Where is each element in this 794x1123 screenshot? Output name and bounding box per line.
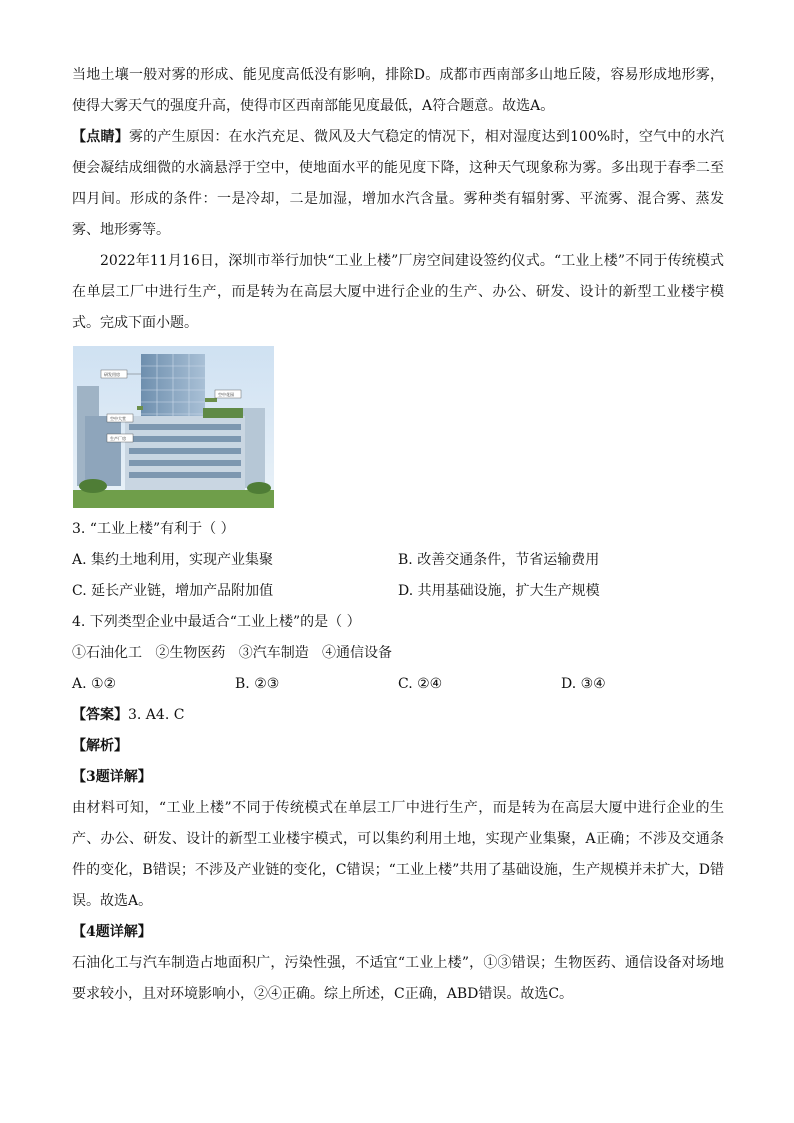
q3-stem: 3. “工业上楼”有利于（ ） bbox=[72, 521, 235, 537]
label-sky-garden: 空中花园 bbox=[218, 392, 234, 397]
answer-text: 3. A4. C bbox=[128, 707, 185, 723]
q3-option-d: D. 共用基础设施，扩大生产规模 bbox=[398, 583, 600, 599]
answer-line bbox=[72, 700, 724, 731]
detail-4-label: 【4题详解】 bbox=[72, 924, 152, 940]
tip-paragraph bbox=[72, 122, 724, 246]
label-factory: 生产厂房 bbox=[110, 436, 126, 441]
detail-4-text: 石油化工与汽车制造占地面积广，污染性强，不适宜“工业上楼”，①③错误；生物医药、通信设备对场地要求较小，且对环境影响小，②④正确。综上所述，C正确，ABD错误。故选C。 bbox=[72, 955, 724, 1002]
q4-option-c: C. ②④ bbox=[398, 676, 443, 692]
q3-option-a: A. 集约土地利用，实现产业集聚 bbox=[72, 552, 274, 568]
q4-stem: 4. 下列类型企业中最适合“工业上楼”的是（ ） bbox=[72, 614, 361, 630]
q3-option-b: B. 改善交通条件，节省运输费用 bbox=[398, 552, 600, 568]
building-figure bbox=[73, 346, 274, 508]
analysis-paragraph: 当地土壤一般对雾的形成、能见度高低没有影响，排除D。成都市西南部多山地丘陵，容易形成地形雾，使得大雾天气的强度升高，使得市区西南部能见度最低，A符合题意。故选A。 bbox=[72, 67, 724, 114]
detail-3-text: 由材料可知，“工业上楼”不同于传统模式在单层工厂中进行生产，而是转为在高层大厦中进行企业的生产、办公、研发、设计的新型工业楼宇模式，可以集约利用土地，实现产业集聚，A正确；不涉及交通条件的变化，B错误；不涉及产业链的变化，C错误；“工业上楼”共用了基础设施，生产规模并未扩大，D错误。故选A。 bbox=[72, 800, 724, 909]
q3-options-row1 bbox=[72, 545, 724, 576]
q4-items: ①石油化工 ②生物医药 ③汽车制造 ④通信设备 bbox=[72, 645, 393, 661]
detail-3-label: 【3题详解】 bbox=[72, 769, 152, 785]
tip-label: 【点睛】 bbox=[72, 129, 129, 145]
q4-options bbox=[72, 669, 724, 700]
document-page bbox=[72, 60, 724, 1010]
building-illustration bbox=[73, 346, 274, 508]
tip-text: 雾的产生原因：在水汽充足、微风及大气稳定的情况下，相对湿度达到100%时，空气中的水汽便会凝结成细微的水滴悬浮于空中，使地面水平的能见度下降，这种天气现象称为雾。多出现于春季二至四月间。形成的条件：一是冷却，二是加湿，增加水汽含量。雾种类有辐射雾、平流雾、混合雾、蒸发雾、地形雾等。 bbox=[72, 129, 725, 238]
q4-option-d: D. ③④ bbox=[561, 676, 606, 692]
label-sky-lobby: 空中大堂 bbox=[110, 416, 126, 421]
q4-option-a: A. ①② bbox=[72, 676, 117, 692]
q3-option-c: C. 延长产业链，增加产品附加值 bbox=[72, 583, 274, 599]
answer-label: 【答案】 bbox=[72, 707, 128, 723]
q4-option-b: B. ②③ bbox=[235, 676, 280, 692]
material-paragraph: 2022年11月16日，深圳市举行加快“工业上楼”厂房空间建设签约仪式。“工业上楼”不同于传统模式在单层工厂中进行生产，而是转为在高层大厦中进行企业的生产、办公、研发、设计的新型工业楼宇模式。完成下面小题。 bbox=[72, 253, 724, 331]
analysis-label: 【解析】 bbox=[72, 738, 128, 754]
label-rd: 研发用房 bbox=[104, 372, 120, 377]
q3-options-row2 bbox=[72, 576, 724, 607]
